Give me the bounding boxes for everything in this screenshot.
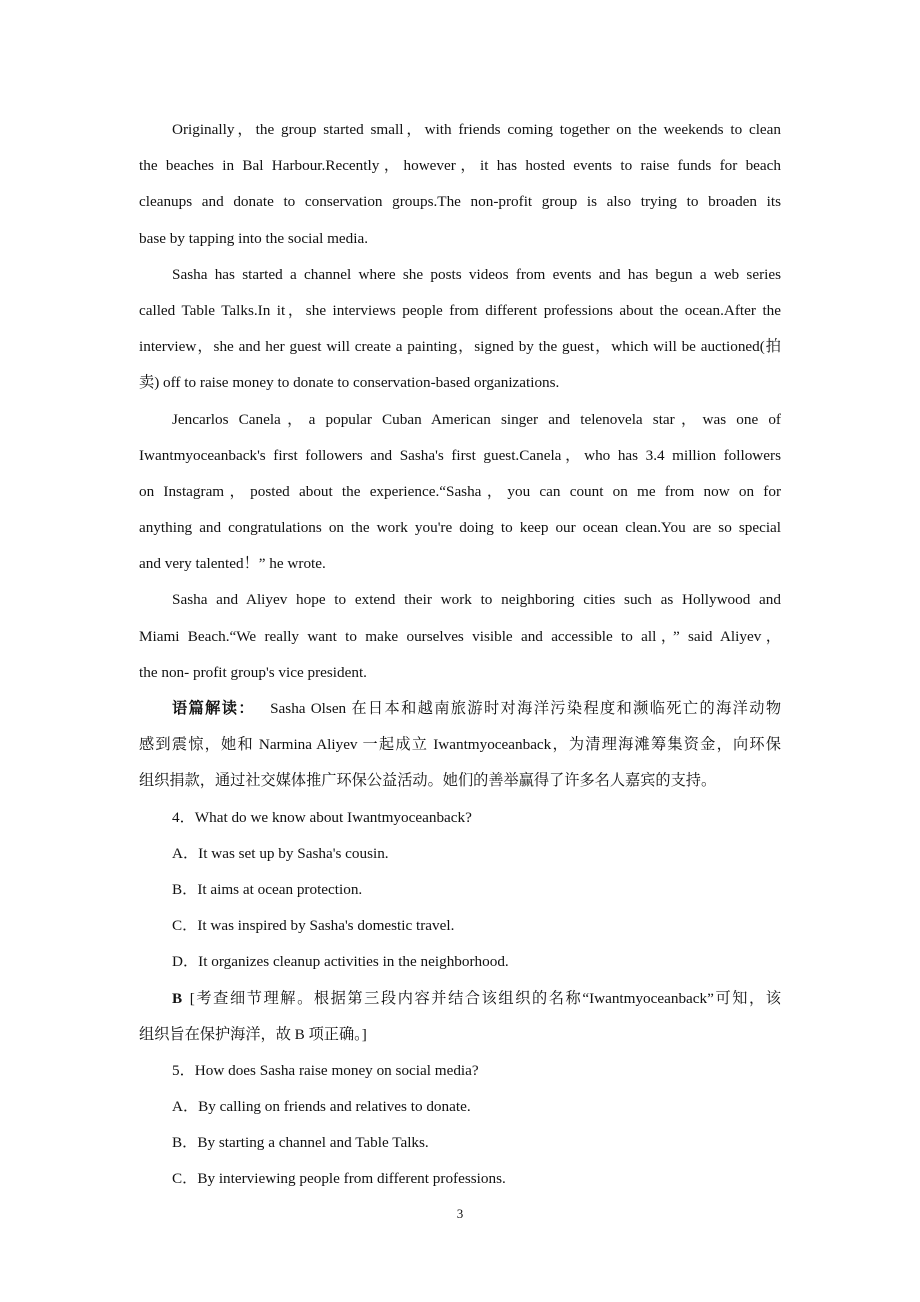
q4-question: 4．What do we know about Iwantmyoceanback? bbox=[172, 808, 472, 826]
analysis-label: 语篇解读： bbox=[172, 700, 255, 717]
q5-question: 5．How does Sasha raise money on social media? bbox=[172, 1061, 479, 1079]
q5-option-b: B．By starting a channel and Table Talks. bbox=[172, 1134, 429, 1152]
q4-option-a: A．It was set up by Sasha's cousin. bbox=[172, 844, 389, 862]
para2-line3: interview，she and her guest will create a painting，signed by the guest，which will be auctioned(拍 bbox=[139, 338, 781, 356]
para3-line2: Iwantmyoceanback's first followers and Sasha's first guest.Canela，who has 3.4 million followers bbox=[139, 446, 781, 464]
para4-line2: Miami Beach.“We really want to make ourselves visible and accessible to all，” said Aliyev， bbox=[139, 627, 781, 645]
para3-line1: Jencarlos Canela，a popular Cuban American singer and telenovela star，was one of bbox=[172, 410, 781, 428]
para2-line2: called Table Talks.In it，she interviews people from different professions about the ocean.After the bbox=[139, 301, 781, 319]
q4-option-c: C．It was inspired by Sasha's domestic travel. bbox=[172, 917, 455, 935]
q4-answer: B bbox=[172, 989, 183, 1007]
para1-line1: Originally，the group started small，with friends coming together on the weekends to clean bbox=[172, 121, 781, 138]
analysis-line1: 语篇解读： Sasha Olsen 在日本和越南旅游时对海洋污染程度和濒临死亡的海洋动物 bbox=[172, 700, 781, 717]
para1-line2: the beaches in Bal Harbour.Recently，however，it has hosted events to raise funds for beach bbox=[139, 157, 781, 175]
para4-line3: the non- profit group's vice president. bbox=[139, 663, 367, 681]
q4-explanation: [考查细节理解。根据第三段内容并结合该组织的名称“Iwantmyoceanback”可知，该 bbox=[189, 989, 781, 1007]
para2-line1: Sasha has started a channel where she posts videos from events and has begun a web series bbox=[172, 265, 781, 283]
q4-answer-line1 bbox=[139, 981, 781, 1017]
analysis-line3: 组织捐款，通过社交媒体推广环保公益活动。她们的善举赢得了许多名人嘉宾的支持。 bbox=[139, 772, 717, 790]
analysis-line2: 感到震惊，她和 Narmina Aliyev 一起成立 Iwantmyoceanback，为清理海滩筹集资金，向环保 bbox=[139, 736, 781, 754]
q5-option-a: A．By calling on friends and relatives to donate. bbox=[172, 1098, 471, 1116]
para2-line4: 卖) off to raise money to donate to conservation-based organizations. bbox=[139, 374, 560, 392]
q4-answer-line2: 组织旨在保护海洋，故 B 项正确。] bbox=[139, 1025, 367, 1043]
para1-line3: cleanups and donate to conservation groups.The non-profit group is also trying to broaden its bbox=[139, 193, 781, 211]
page-number: 3 bbox=[456, 1206, 464, 1221]
document-body bbox=[139, 112, 781, 1198]
q4-option-d: D．It organizes cleanup activities in the neighborhood. bbox=[172, 953, 509, 971]
q4-option-b: B．It aims at ocean protection. bbox=[172, 880, 363, 898]
para3-line5: and very talented！” he wrote. bbox=[139, 555, 326, 573]
para3-line3: on Instagram，posted about the experience.“Sasha，you can count on me from now on for bbox=[139, 482, 781, 500]
para4-line1: Sasha and Aliyev hope to extend their work to neighboring cities such as Hollywood and bbox=[172, 591, 781, 609]
para1-line4: base by tapping into the social media. bbox=[139, 229, 369, 247]
para3-line4: anything and congratulations on the work you're doing to keep our ocean clean.You are so special bbox=[139, 519, 781, 537]
q5-option-c: C．By interviewing people from different professions. bbox=[172, 1170, 506, 1188]
